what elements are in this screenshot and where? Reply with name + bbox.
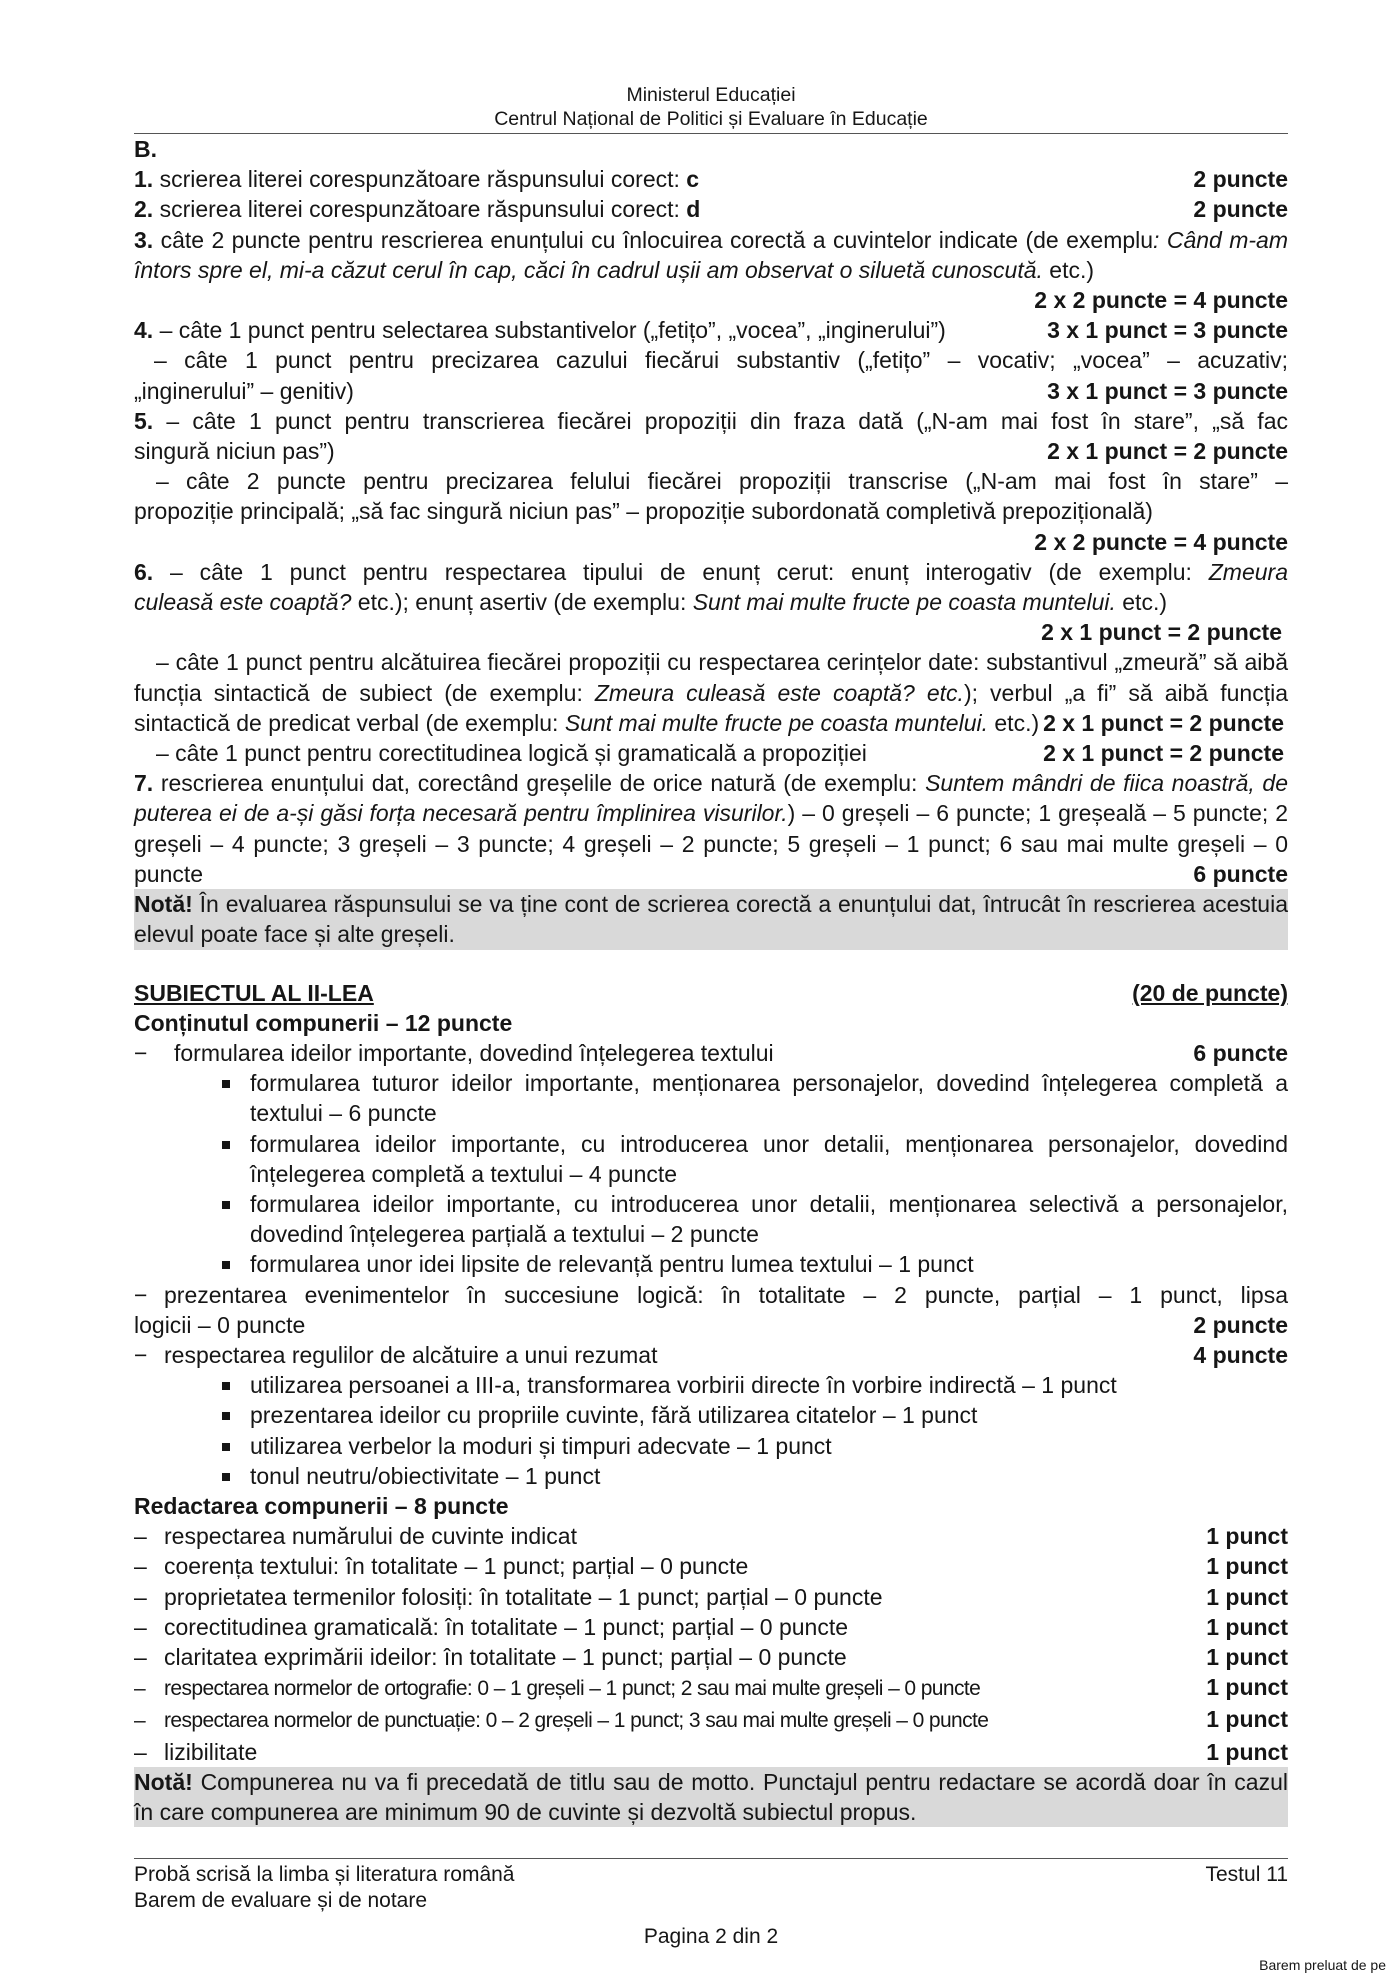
- criterion-points: 6 puncte: [1193, 1039, 1288, 1066]
- dash-marker: –: [134, 1523, 147, 1550]
- redact-item-points: 1 punct: [1206, 1583, 1288, 1610]
- redact-item-text: corectitudinea gramaticală: în totalitate – 1 punct; parțial – 0 puncte: [164, 1613, 849, 1640]
- item-number: 7.: [134, 770, 154, 797]
- dash-marker: −: [134, 1281, 148, 1308]
- credit-text: Barem preluat de pe: [1259, 1957, 1386, 1973]
- redact-item-label: [134, 1551, 748, 1581]
- bullet-text: formularea ideilor importante, cu introducerea unor detalii, menționarea selectivă a personajelor, dovedind înțelegerea parțială a textului – 2 puncte: [250, 1190, 1288, 1248]
- item-number: 1.: [134, 166, 154, 193]
- item-points: 2 puncte: [1193, 196, 1288, 223]
- criterion-text: prezentarea evenimentelor în succesiune logică: în totalitate – 2 puncte, parțial – 1 punct, lipsa: [164, 1281, 1288, 1308]
- bullet-item: [134, 1370, 1288, 1400]
- item-6-line-1: [134, 557, 1288, 587]
- redact-item-points: 1 punct: [1206, 1523, 1288, 1550]
- redact-item-label: [134, 1642, 847, 1672]
- item-text: rescrierea enunțului dat, corectând greșelile de orice natură (de exemplu:: [153, 770, 926, 797]
- item-text: câte 2 puncte pentru rescrierea enunțului cu înlocuirea corectă a cuvintelor indicate (de exemplu: [153, 226, 1154, 253]
- redact-item: [134, 1737, 1288, 1767]
- item-text: – câte 1 punct pentru respectarea tipului de enunț cerut: enunț interogativ (de exemplu:: [153, 558, 1209, 585]
- bullet-item: [134, 1129, 1288, 1189]
- dash-marker: –: [134, 1613, 147, 1640]
- bullet-text: prezentarea ideilor cu propriile cuvinte, fără utilizarea citatelor – 1 punct: [250, 1402, 978, 1429]
- redact-item-points: 1 punct: [1206, 1553, 1288, 1580]
- note-label: Notă!: [134, 1768, 193, 1795]
- item-6-line-2: [134, 587, 1288, 617]
- redact-item-label: [134, 1737, 257, 1767]
- redact-item-label: [134, 1674, 980, 1704]
- item-number: 3.: [134, 226, 154, 253]
- bullet-item: [134, 1249, 1288, 1279]
- redact-item: [134, 1704, 1288, 1736]
- square-bullet-icon: [222, 1261, 230, 1269]
- item-text: etc.): [1042, 256, 1095, 283]
- bullet-text: formularea ideilor importante, cu introducerea unor detalii, menționarea personajelor, dovedind înțelegerea completă a textului – 4 puncte: [250, 1130, 1288, 1187]
- item-answer: c: [686, 166, 700, 193]
- item-text: singură niciun pas”): [134, 438, 335, 465]
- dash-marker: –: [134, 1553, 147, 1580]
- redact-item-label: [134, 1582, 883, 1612]
- bullet-item: [134, 1189, 1288, 1249]
- item-text: etc.); enunț asertiv (de exemplu:: [351, 589, 693, 616]
- redact-item-points: 1 punct: [1206, 1674, 1288, 1701]
- redact-item-label: [134, 1521, 577, 1551]
- item-answer: d: [686, 196, 701, 223]
- item-6-points-1: 2 x 1 punct = 2 puncte: [1041, 619, 1282, 646]
- item-2: [134, 194, 1288, 224]
- item-number: 5.: [134, 407, 154, 434]
- redact-item-text: respectarea numărului de cuvinte indicat: [164, 1523, 577, 1550]
- redact-item-points: 1 punct: [1206, 1643, 1288, 1670]
- item-5-points: 2 x 2 puncte = 4 puncte: [1034, 528, 1288, 555]
- item-text: – câte 1 punct pentru alcătuirea fiecărei propoziții cu respectarea cerințelor date: substantivul „zmeură” să aibă funcția sintactică de subiect (de exemplu:: [134, 649, 1288, 706]
- item-4-line-2: – câte 1 punct pentru precizarea cazului fiecărui substantiv („fetițo” – vocativ; „vocea” – acuzativ;: [154, 347, 1288, 374]
- item-points: 2 puncte: [1193, 166, 1288, 193]
- section-2-points: (20 de puncte): [1132, 979, 1288, 1006]
- item-number: 2.: [134, 196, 154, 223]
- item-example: Sunt mai multe fructe pe coasta muntelui.: [692, 589, 1116, 616]
- footer-exam-name: Probă scrisă la limba și literatura română: [134, 1863, 515, 1886]
- item-4-line-1: [134, 315, 1288, 345]
- square-bullet-icon: [222, 1443, 230, 1451]
- redact-item: [134, 1612, 1288, 1642]
- footer-document-type: Barem de evaluare și de notare: [134, 1889, 428, 1912]
- square-bullet-icon: [222, 1080, 230, 1088]
- redact-item-label: [134, 1706, 988, 1736]
- item-text: scrierea literei corespunzătoare răspunsului corect:: [153, 196, 687, 223]
- item-points: 3 x 1 punct = 3 puncte: [1047, 377, 1288, 404]
- item-6-line-3: [134, 738, 1288, 768]
- item-7-points: 6 puncte: [1193, 860, 1288, 887]
- item-6-points-2: 2 x 1 punct = 2 puncte: [1043, 709, 1284, 736]
- item-5-line-4: propoziție principală; „să fac singură niciun pas” – propoziție subordonată completivă prepozițională): [134, 498, 1153, 525]
- item-3: [134, 225, 1288, 285]
- square-bullet-icon: [222, 1141, 230, 1149]
- item-points: 2 x 1 punct = 2 puncte: [1043, 740, 1284, 767]
- bullet-item: [134, 1068, 1288, 1128]
- dash-marker: –: [134, 1738, 147, 1765]
- dash-marker: –: [134, 1583, 147, 1610]
- item-example: Suntem mândri de fiica noastră, de puterea ei de a-și găsi forța necesară pentru împlinirea visurilor.: [134, 770, 1288, 827]
- redact-item: [134, 1582, 1288, 1612]
- note-section-b: [134, 889, 1288, 949]
- bullet-text: formularea tuturor ideilor importante, menționarea personajelor, dovedind înțelegerea completă a textului – 6 puncte: [250, 1070, 1288, 1127]
- item-5-line-1: [134, 406, 1288, 436]
- dash-marker: −: [134, 1039, 148, 1066]
- dash-marker: –: [134, 1677, 146, 1701]
- section-2-heading: [134, 978, 1288, 1008]
- item-example: : Când m-am întors spre el, mi-a căzut cerul în cap, căci în cadrul ușii am observat o siluetă cunoscută.: [134, 226, 1288, 283]
- content-criterion-2-line-2: [134, 1310, 1288, 1340]
- item-example: culeasă este coaptă?: [134, 589, 352, 616]
- footer-rule: [134, 1858, 1288, 1859]
- redact-item: [134, 1551, 1288, 1581]
- content-criterion-1-bullets: [134, 1068, 1288, 1279]
- header-center: Centrul Național de Politici și Evaluare în Educație: [494, 108, 928, 130]
- criterion-text: formularea ideilor importante, dovedind înțelegerea textului: [174, 1039, 774, 1066]
- criterion-text: respectarea regulilor de alcătuire a unui rezumat: [164, 1341, 658, 1368]
- redact-item-points: 1 punct: [1206, 1613, 1288, 1640]
- criterion-text: logicii – 0 puncte: [134, 1311, 306, 1338]
- bullet-text: utilizarea verbelor la moduri și timpuri adecvate – 1 punct: [250, 1432, 832, 1459]
- redact-item: [134, 1521, 1288, 1551]
- item-text: „inginerului” – genitiv): [134, 377, 354, 404]
- bullet-item: [134, 1461, 1288, 1491]
- item-5-line-2: [134, 436, 1288, 466]
- item-text: – câte 1 punct pentru corectitudinea logică și gramaticală a propoziției: [156, 740, 867, 767]
- item-3-points: 2 x 2 puncte = 4 puncte: [1034, 287, 1288, 314]
- bullet-item: [134, 1431, 1288, 1461]
- item-1: [134, 164, 1288, 194]
- note-section-2: [134, 1767, 1288, 1827]
- item-text: – câte 1 punct pentru selectarea substantivelor („fetițo”, „vocea”, „inginerului”): [153, 317, 946, 344]
- square-bullet-icon: [222, 1201, 230, 1209]
- item-text: ); verbul „a fi” să aibă funcția sintactică de predicat verbal (de exemplu:: [134, 679, 1288, 736]
- square-bullet-icon: [222, 1473, 230, 1481]
- section-b-title: B.: [134, 136, 157, 162]
- redact-item: [134, 1642, 1288, 1672]
- criterion-points: 4 puncte: [1193, 1341, 1288, 1368]
- redact-item-text: respectarea normelor de ortografie: 0 – 1 greșeli – 1 punct; 2 sau mai multe greșeli – 0 puncte: [164, 1677, 981, 1701]
- item-example: Sunt mai multe fructe pe coasta muntelui.: [564, 709, 988, 736]
- redact-item-points: 1 punct: [1206, 1738, 1288, 1765]
- bullet-item: [134, 1400, 1288, 1430]
- item-4-line-3: [134, 376, 1288, 406]
- footer-page-number: Pagina 2 din 2: [643, 1925, 779, 1948]
- item-number: 4.: [134, 317, 154, 344]
- item-5-line-3: – câte 2 puncte pentru precizarea felului fiecărei propoziții transcrise („N-am mai fost în stare” –: [156, 468, 1288, 495]
- item-points: 2 x 1 punct = 2 puncte: [1047, 438, 1288, 465]
- content-criterion-1: [134, 1038, 1288, 1068]
- redact-item-text: claritatea exprimării ideilor: în totalitate – 1 punct; parțial – 0 puncte: [164, 1643, 847, 1670]
- document-body: [134, 134, 1288, 1827]
- section-2-title: SUBIECTUL AL II-LEA: [134, 979, 374, 1006]
- redact-item-text: respectarea normelor de punctuație: 0 – 2 greșeli – 1 punct; 3 sau mai multe greșeli – 0 puncte: [164, 1709, 989, 1733]
- content-heading: Conținutul compunerii – 12 puncte: [134, 1009, 513, 1036]
- footer: [134, 1862, 1288, 1950]
- header-ministry: Ministerul Educației: [626, 84, 796, 106]
- redact-item-points: 1 punct: [1206, 1706, 1288, 1733]
- note-text: Compunerea nu va fi precedată de titlu sau de motto. Punctajul pentru redactare se acordă doar în cazul în care compunerea are minimum 90 de cuvinte și dezvoltă subiectul propus.: [134, 1768, 1288, 1825]
- bullet-text: formularea unor idei lipsite de relevanță pentru lumea textului – 1 punct: [250, 1251, 974, 1278]
- redact-item-text: coerența textului: în totalitate – 1 punct; parțial – 0 puncte: [164, 1553, 749, 1580]
- item-example: Zmeura culeasă este coaptă? etc.: [594, 679, 964, 706]
- redact-list: [134, 1521, 1288, 1767]
- note-text: În evaluarea răspunsului se va ține cont de scrierea corectă a enunțului dat, întrucât în rescrierea acestuia elevul poate face și alte greșeli.: [134, 891, 1288, 948]
- item-text: etc.): [988, 709, 1040, 736]
- dash-marker: –: [134, 1709, 146, 1733]
- redact-heading: Redactarea compunerii – 8 puncte: [134, 1492, 509, 1519]
- redact-item: [134, 1672, 1288, 1704]
- footer-test-number: Testul 11: [1205, 1863, 1288, 1886]
- item-text: scrierea literei corespunzătoare răspunsului corect:: [153, 166, 687, 193]
- bullet-text: tonul neutru/obiectivitate – 1 punct: [250, 1462, 601, 1489]
- content-criterion-3-bullets: [134, 1370, 1288, 1491]
- item-text: – câte 1 punct pentru transcrierea fiecărei propoziții din fraza dată („N-am mai fost în stare”, „să fac: [153, 407, 1288, 434]
- square-bullet-icon: [222, 1382, 230, 1390]
- item-points: 3 x 1 punct = 3 puncte: [1047, 317, 1288, 344]
- square-bullet-icon: [222, 1412, 230, 1420]
- redact-item-text: proprietatea termenilor folosiți: în totalitate – 1 punct; parțial – 0 puncte: [164, 1583, 883, 1610]
- criterion-points: 2 puncte: [1193, 1311, 1288, 1338]
- item-text: ) – 0 greșeli – 6 puncte; 1 greșeală – 5 puncte; 2 greșeli – 4 puncte; 3 greșeli – 3 puncte; 4 greșeli – 2 puncte; 5 greșeli – 1 punct; 6 sau mai multe greșeli – 0 puncte: [134, 800, 1288, 887]
- content-criterion-3: [134, 1340, 1288, 1370]
- content-criterion-2-line-1: [134, 1280, 1288, 1310]
- dash-marker: −: [134, 1341, 148, 1368]
- dash-marker: –: [134, 1643, 147, 1670]
- item-example: Zmeura: [1208, 558, 1288, 585]
- item-number: 6.: [134, 558, 154, 585]
- bullet-text: utilizarea persoanei a III-a, transformarea vorbirii directe în vorbire indirectă – 1 punct: [250, 1372, 1117, 1399]
- redact-item-label: [134, 1612, 848, 1642]
- item-text: etc.): [1115, 589, 1167, 616]
- note-label: Notă!: [134, 891, 193, 918]
- redact-item-text: lizibilitate: [164, 1738, 258, 1765]
